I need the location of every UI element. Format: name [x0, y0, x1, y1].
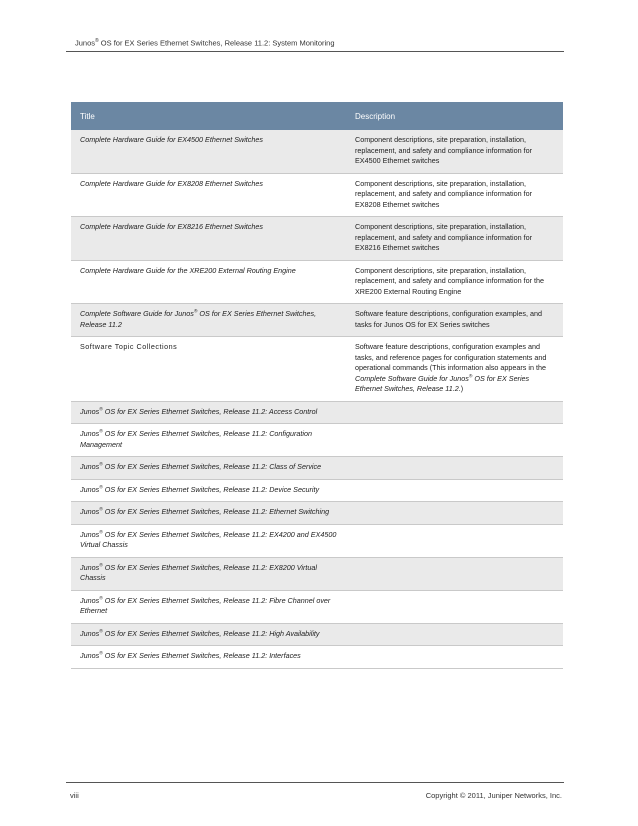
title-part: Junos: [80, 462, 100, 471]
title-part: OS for EX Series Ethernet Switches, Release 11.2: Fibre Channel over Ethernet: [80, 595, 331, 615]
table-row: [71, 424, 563, 457]
row-title: [71, 557, 346, 590]
column-header-description: Description: [346, 102, 563, 130]
title-part: OS for EX Series Ethernet Switches, Release 11.2: Access Control: [102, 406, 318, 416]
row-title: Complete Hardware Guide for EX4500 Ethernet Switches: [71, 130, 346, 173]
row-description: [346, 479, 563, 502]
desc-part: ): [460, 384, 464, 393]
row-description: [346, 337, 563, 402]
title-part: OS for EX Series Ethernet Switches, Release 11.2: Interfaces: [102, 651, 301, 660]
table-row: [71, 304, 563, 337]
title-part: Junos: [80, 628, 100, 638]
title-part: OS for EX Series Ethernet Switches, Release 11.2: EX4200 and EX4500 Virtual Chassis: [80, 529, 337, 549]
title-part: OS for EX Series Ethernet Switches, Release 11.2: Configuration Management: [80, 429, 312, 449]
table-row: [71, 401, 563, 424]
table-row: [71, 337, 563, 402]
row-description: [346, 646, 563, 669]
desc-part: Software feature descriptions, configuration examples and tasks, and reference pages for configuration statements and operational commands (This information also appears in the: [355, 342, 547, 372]
table-row: [71, 524, 563, 557]
title-part: Junos: [80, 484, 100, 494]
reg-mark: ®: [99, 629, 103, 635]
row-title: [71, 590, 346, 623]
title-part: OS for EX Series Ethernet Switches, Release 11.2: [80, 309, 317, 329]
row-title: [71, 524, 346, 557]
title-part: OS for EX Series Ethernet Switches, Release 11.2: Device Security: [102, 484, 320, 494]
page-number: viii: [70, 791, 79, 800]
table-row: [71, 623, 563, 646]
desc-italic-part: Complete Software Guide for Junos: [355, 373, 469, 383]
title-part: OS for EX Series Ethernet Switches, Release 11.2: Ethernet Switching: [102, 507, 330, 516]
reg-mark: ®: [99, 507, 103, 513]
reg-mark: ®: [99, 651, 103, 657]
title-part: OS for EX Series Ethernet Switches, Release 11.2: EX8200 Virtual Chassis: [80, 562, 318, 582]
reg-mark: ®: [99, 563, 103, 569]
table-row: [71, 457, 563, 480]
row-title: Complete Hardware Guide for the XRE200 External Routing Engine: [71, 260, 346, 304]
row-description: [346, 524, 563, 557]
row-description: Software feature descriptions, configuration examples, and tasks for Junos OS for EX Series switches: [346, 304, 563, 337]
reg-mark: ®: [99, 596, 103, 602]
title-part: Junos: [80, 429, 100, 438]
row-description: Component descriptions, site preparation, installation, replacement, and safety and compliance information for EX8208 Ethernet switches: [346, 173, 563, 217]
title-part: Junos: [80, 651, 100, 660]
title-part: Junos: [80, 562, 100, 572]
table-row: [71, 646, 563, 669]
title-part: OS for EX Series Ethernet Switches, Release 11.2: Class of Service: [102, 462, 322, 471]
table-row: [71, 173, 563, 217]
header-rule: [66, 51, 564, 52]
row-description: [346, 623, 563, 646]
row-description: [346, 401, 563, 424]
table-row: [71, 260, 563, 304]
reg-mark: ®: [99, 429, 103, 435]
row-description: Component descriptions, site preparation, installation, replacement, and safety and compliance information for EX8216 Ethernet switches: [346, 217, 563, 261]
row-title: [71, 304, 346, 337]
row-description: Component descriptions, site preparation, installation, replacement, and safety and compliance information for EX4500 Ethernet switches: [346, 130, 563, 173]
title-part: Junos: [80, 529, 100, 539]
row-title: Complete Hardware Guide for EX8216 Ethernet Switches: [71, 217, 346, 261]
title-part: Complete Software Guide for Junos: [80, 309, 194, 318]
documentation-table: [71, 102, 563, 669]
row-title: [71, 401, 346, 424]
table-row: [71, 217, 563, 261]
row-title: [71, 457, 346, 480]
title-part: Junos: [80, 507, 100, 516]
reg-mark: ®: [99, 462, 103, 468]
header-brand: Junos: [75, 38, 96, 48]
reg-mark: ®: [99, 530, 103, 536]
table-row: [71, 502, 563, 525]
row-title: [71, 424, 346, 457]
copyright-notice: Copyright © 2011, Juniper Networks, Inc.: [425, 791, 562, 800]
row-description: [346, 457, 563, 480]
row-description: [346, 557, 563, 590]
title-part: OS for EX Series Ethernet Switches, Release 11.2: High Availability: [102, 628, 320, 638]
row-description: [346, 502, 563, 525]
running-header: [75, 38, 335, 48]
row-description: [346, 590, 563, 623]
reg-mark: ®: [99, 407, 103, 413]
table-row: [71, 557, 563, 590]
table-row: [71, 479, 563, 502]
table-row: [71, 590, 563, 623]
row-title: Software Topic Collections: [71, 337, 346, 402]
row-title: Complete Hardware Guide for EX8208 Ethernet Switches: [71, 173, 346, 217]
title-part: Junos: [80, 595, 100, 605]
title-part: Junos: [80, 406, 100, 416]
row-title: [71, 502, 346, 525]
row-title: [71, 623, 346, 646]
column-header-title: Title: [71, 102, 346, 130]
reg-mark: ®: [468, 374, 473, 380]
row-description: [346, 424, 563, 457]
reg-mark: ®: [99, 485, 103, 491]
desc-italic-part: OS for EX Series Ethernet Switches, Release 11.2.: [355, 373, 530, 393]
row-title: [71, 479, 346, 502]
table-row: [71, 130, 563, 173]
footer-rule: [66, 782, 564, 783]
reg-mark: ®: [193, 309, 198, 315]
header-title: OS for EX Series Ethernet Switches, Release 11.2: System Monitoring: [98, 38, 335, 48]
row-title: [71, 646, 346, 669]
row-description: Component descriptions, site preparation, installation, replacement, and safety and compliance information for the XRE200 External Routing Engine: [346, 260, 563, 304]
header-reg-mark: ®: [95, 38, 99, 44]
table-header-row: [71, 102, 563, 130]
